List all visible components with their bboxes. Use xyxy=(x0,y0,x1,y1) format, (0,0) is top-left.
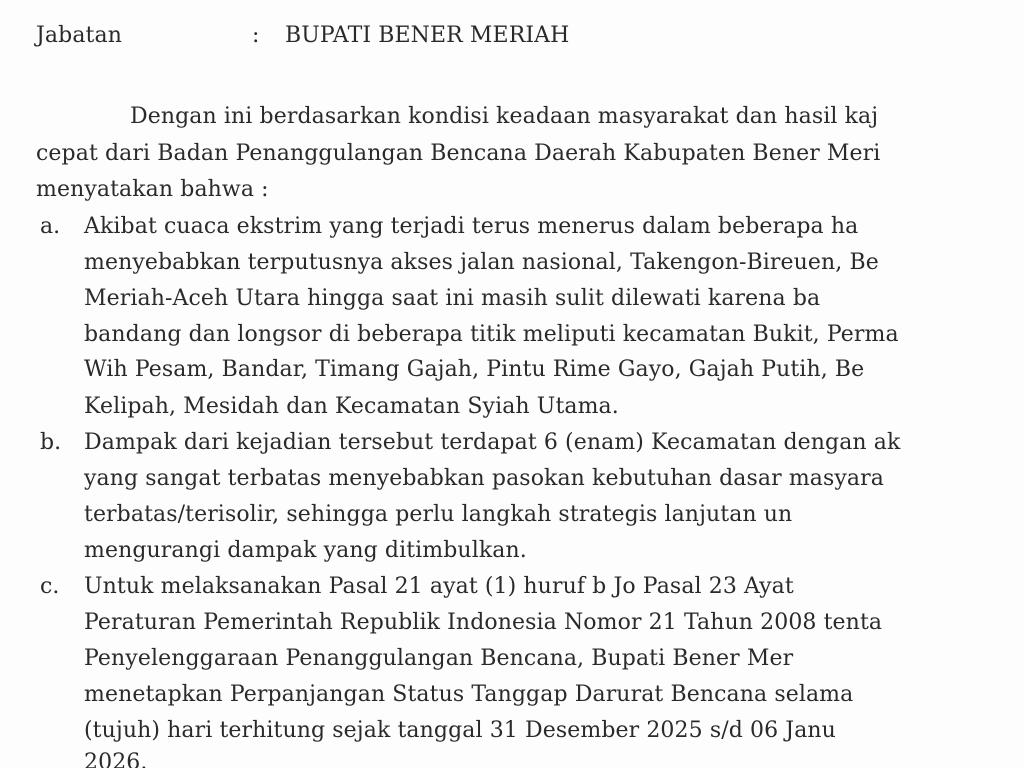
item-c-line: 2026. xyxy=(84,750,148,768)
item-c-line: Untuk melaksanakan Pasal 21 ayat (1) huruf b Jo Pasal 23 Ayat xyxy=(84,574,794,599)
item-a-line: menyebabkan terputusnya akses jalan nasional, Takengon-Bireuen, Be xyxy=(84,250,879,275)
item-b-marker: b. xyxy=(40,430,62,455)
item-c-line: Peraturan Pemerintah Republik Indonesia Nomor 21 Tahun 2008 tenta xyxy=(84,610,883,635)
intro-line: Dengan ini berdasarkan kondisi keadaan masyarakat dan hasil kaj xyxy=(130,104,879,129)
item-b-line: mengurangi dampak yang ditimbulkan. xyxy=(84,538,527,563)
item-b-line: Dampak dari kejadian tersebut terdapat 6 (enam) Kecamatan dengan ak xyxy=(84,430,901,455)
item-a-line: Kelipah, Mesidah dan Kecamatan Syiah Utama. xyxy=(84,394,619,419)
item-b-line: terbatas/terisolir, sehingga perlu langkah strategis lanjutan un xyxy=(84,502,793,527)
intro-line: menyatakan bahwa : xyxy=(36,177,269,202)
item-a-line: Meriah-Aceh Utara hingga saat ini masih sulit dilewati karena ba xyxy=(84,286,821,311)
item-a-line: Akibat cuaca ekstrim yang terjadi terus menerus dalam beberapa ha xyxy=(84,214,859,239)
item-c-line: Penyelenggaraan Penanggulangan Bencana, Bupati Bener Mer xyxy=(84,646,794,671)
item-a-marker: a. xyxy=(40,214,61,239)
position-label: Jabatan xyxy=(36,23,122,48)
item-a-line: bandang dan longsor di beberapa titik meliputi kecamatan Bukit, Perma xyxy=(84,322,899,347)
position-value: BUPATI BENER MERIAH xyxy=(285,23,570,48)
item-a-line: Wih Pesam, Bandar, Timang Gajah, Pintu Rime Gayo, Gajah Putih, Be xyxy=(84,357,865,382)
position-separator: : xyxy=(252,23,260,48)
item-c-line: menetapkan Perpanjangan Status Tanggap Darurat Bencana selama xyxy=(84,682,854,707)
item-b-line: yang sangat terbatas menyebabkan pasokan kebutuhan dasar masyara xyxy=(84,466,884,491)
item-c-line: (tujuh) hari terhitung sejak tanggal 31 Desember 2025 s/d 06 Janu xyxy=(84,718,836,743)
item-c-marker: c. xyxy=(40,574,60,599)
intro-line: cepat dari Badan Penanggulangan Bencana Daerah Kabupaten Bener Meri xyxy=(36,141,881,166)
